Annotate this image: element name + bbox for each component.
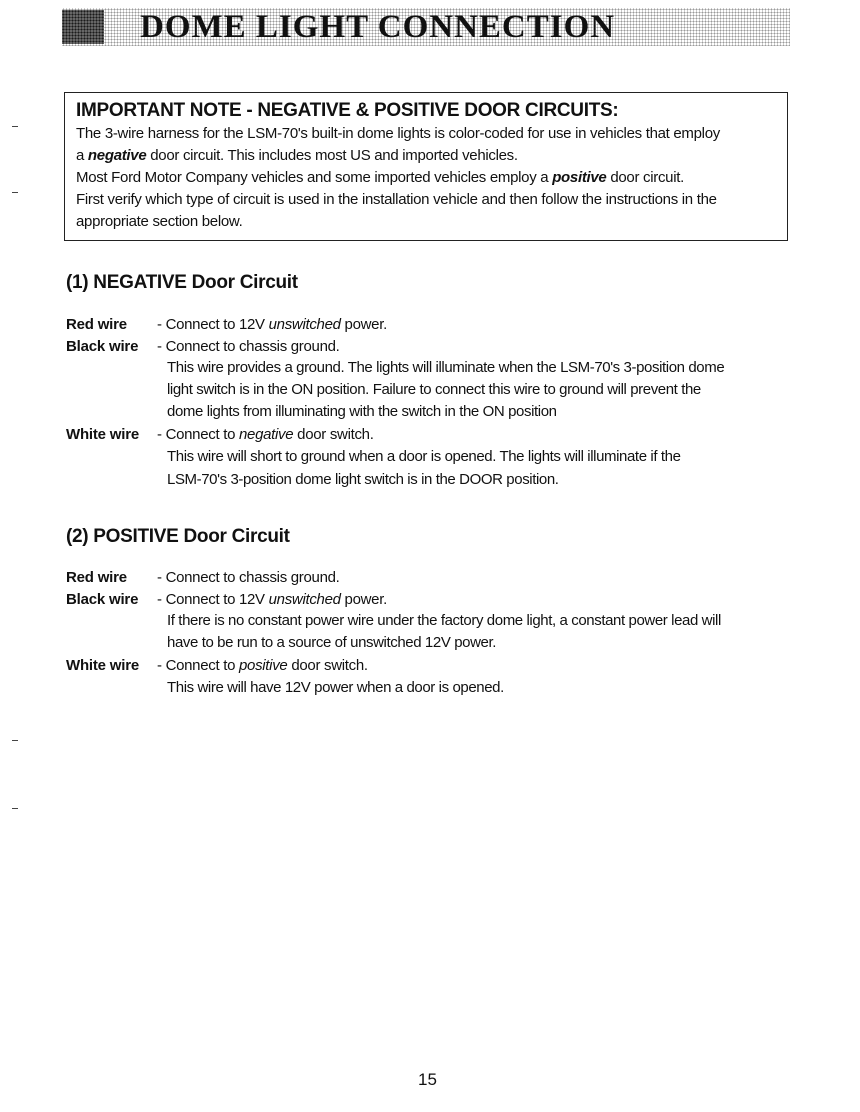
note-line: The 3-wire harness for the LSM-70's built-in dome lights is color-coded for use in vehicles that employ	[76, 125, 720, 142]
wire-detail: This wire provides a ground. The lights will illuminate when the LSM-70's 3-position dome	[167, 359, 725, 376]
wire-detail: dome lights from illuminating with the switch in the ON position	[167, 403, 557, 420]
wire-detail: This wire will short to ground when a door is opened. The lights will illuminate if the	[167, 448, 681, 465]
margin-mark	[12, 740, 18, 741]
wire-detail: This wire will have 12V power when a door is opened.	[167, 679, 504, 696]
wire-description: - Connect to positive door switch.	[157, 657, 368, 674]
margin-mark	[12, 808, 18, 809]
wire-label: White wire	[66, 426, 140, 443]
wire-description: - Connect to negative door switch.	[157, 426, 374, 443]
page-title: DOME LIGHT CONNECTION	[140, 9, 616, 45]
wire-detail: have to be run to a source of unswitched 12V power.	[167, 634, 496, 651]
wire-detail: If there is no constant power wire under the factory dome light, a constant power lead will	[167, 612, 721, 629]
margin-mark	[12, 192, 18, 193]
note-emphasis-negative: negative	[87, 147, 147, 164]
wire-description: - Connect to chassis ground.	[157, 338, 340, 355]
margin-mark	[12, 126, 18, 127]
negative-circuit-heading: (1) NEGATIVE Door Circuit	[66, 272, 298, 293]
wire-label: White wire	[66, 657, 140, 674]
note-emphasis-positive: positive	[552, 169, 607, 186]
wire-label: Red wire	[66, 316, 127, 333]
wire-description: - Connect to 12V unswitched power.	[157, 591, 387, 608]
wire-label: Black wire	[66, 591, 139, 608]
note-title: IMPORTANT NOTE - NEGATIVE & POSITIVE DOOR CIRCUITS:	[76, 100, 619, 121]
wire-label: Red wire	[66, 569, 127, 586]
page-number: 15	[418, 1070, 437, 1089]
positive-circuit-heading: (2) POSITIVE Door Circuit	[66, 526, 290, 547]
wire-detail: light switch is in the ON position. Failure to connect this wire to ground will prevent the	[167, 381, 701, 398]
note-line: a negative door circuit. This includes most US and imported vehicles.	[76, 147, 518, 164]
wire-description: - Connect to chassis ground.	[157, 569, 340, 586]
wire-description: - Connect to 12V unswitched power.	[157, 316, 387, 333]
important-note-box	[64, 92, 788, 241]
title-square-icon	[62, 10, 104, 44]
note-line: First verify which type of circuit is used in the installation vehicle and then follow the instructions in the	[76, 191, 717, 208]
note-line: appropriate section below.	[76, 213, 243, 230]
wire-label: Black wire	[66, 338, 139, 355]
note-line: Most Ford Motor Company vehicles and some imported vehicles employ a positive door circuit.	[76, 169, 684, 186]
wire-detail: LSM-70's 3-position dome light switch is in the DOOR position.	[167, 471, 559, 488]
